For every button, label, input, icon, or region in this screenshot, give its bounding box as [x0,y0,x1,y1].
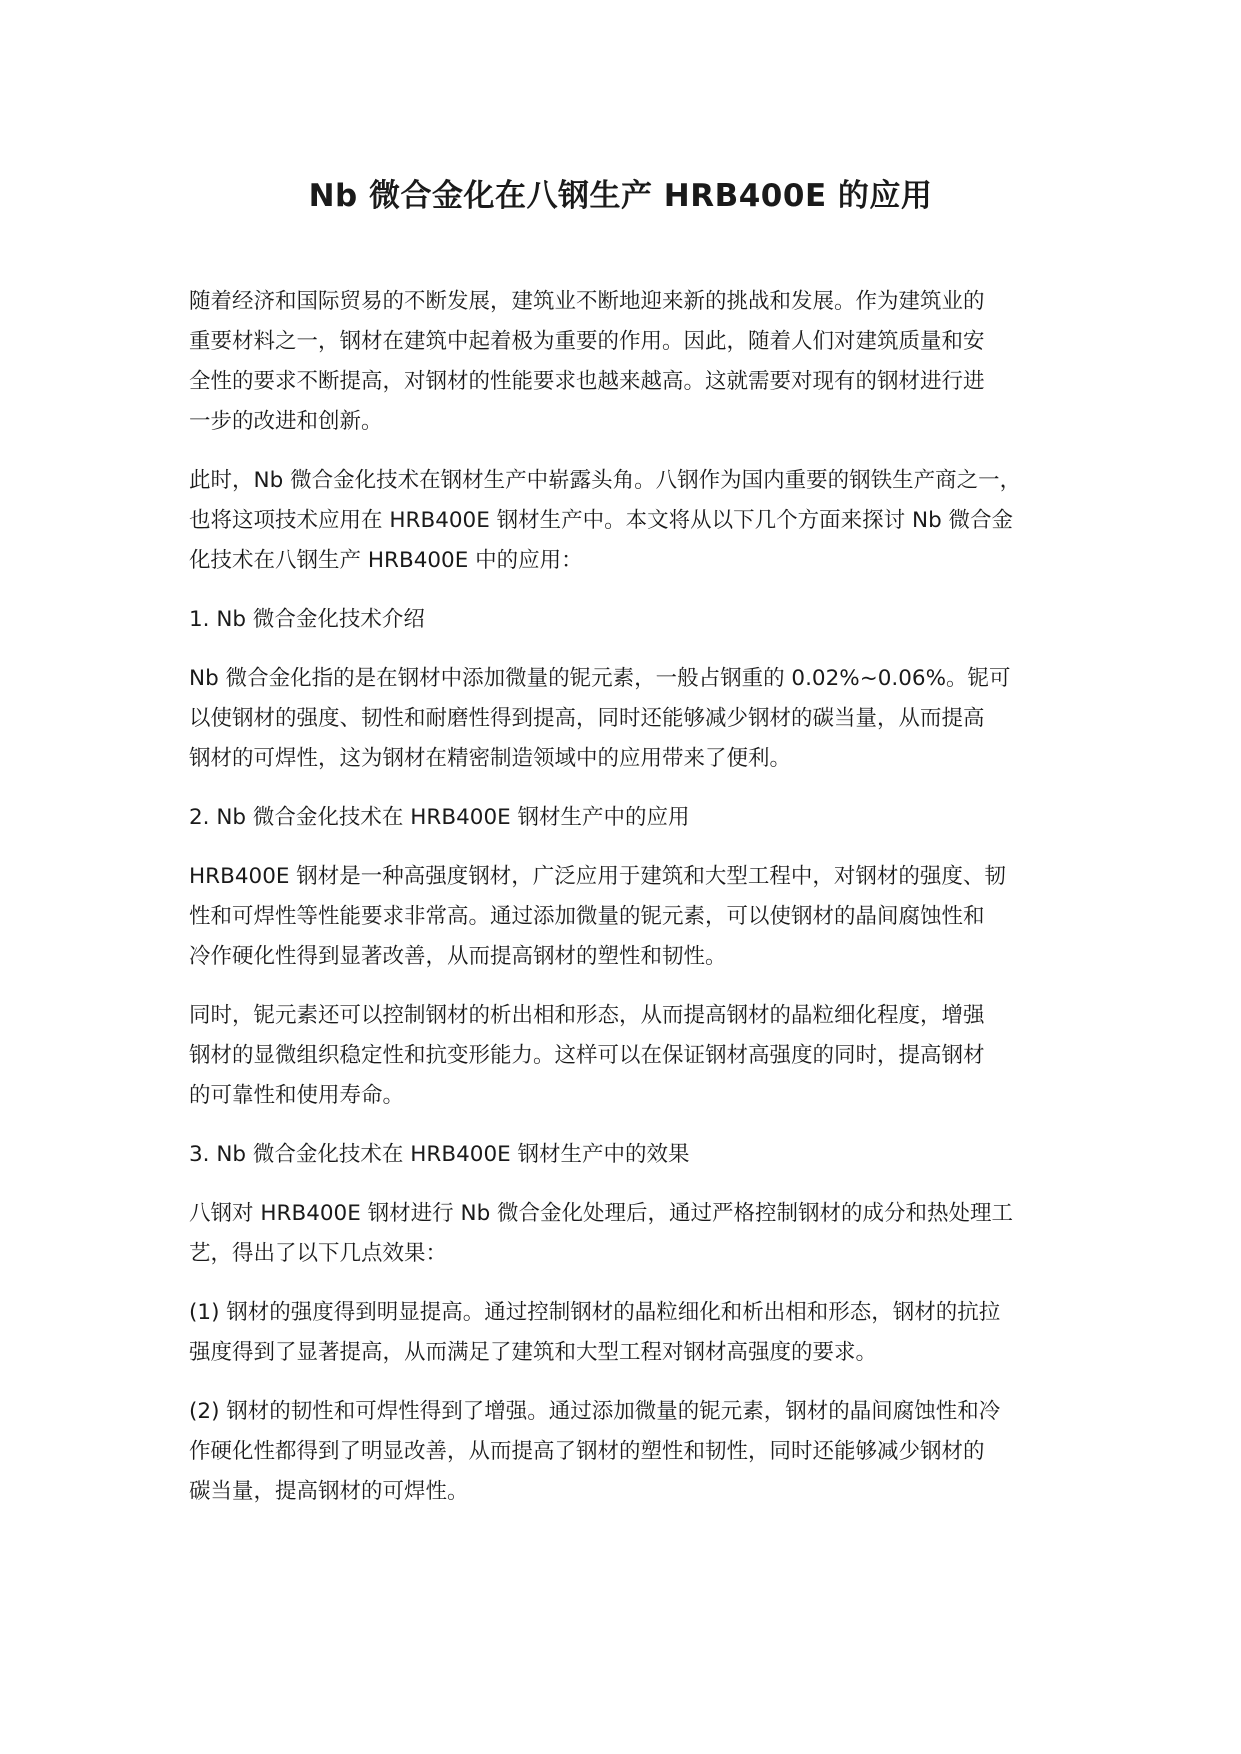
text-line: 碳当量，提高钢材的可焊性。 [189,1479,469,1504]
section-heading-2 [189,798,1069,838]
text-line: 强度得到了显著提高，从而满足了建筑和大型工程对钢材高强度的要求。 [189,1340,878,1365]
text-line: 化技术在八钢生产 HRB400E 中的应用： [189,548,583,573]
text-line: 3. Nb 微合金化技术在 HRB400E 钢材生产中的效果 [189,1142,690,1167]
text-line: HRB400E 钢材是一种高强度钢材，广泛应用于建筑和大型工程中，对钢材的强度、韧 [189,864,1006,889]
text-line: 重要材料之一，钢材在建筑中起着极为重要的作用。因此，随着人们对建筑质量和安 [189,329,985,354]
paragraph-effects-intro [189,1194,1069,1274]
text-line: 八钢对 HRB400E 钢材进行 Nb 微合金化处理后，通过严格控制钢材的成分和热处理工 [189,1201,1014,1226]
text-line: 2. Nb 微合金化技术在 HRB400E 钢材生产中的应用 [189,805,690,830]
section-heading-3 [189,1135,1069,1175]
paragraph-application [189,857,1069,977]
text-line: 也将这项技术应用在 HRB400E 钢材生产中。本文将从以下几个方面来探讨 Nb 微合金 [189,508,1014,533]
text-line: (1) 钢材的强度得到明显提高。通过控制钢材的晶粒细化和析出相和形态，钢材的抗拉 [189,1300,1001,1325]
document-title: Nb 微合金化在八钢生产 HRB400E 的应用 [308,178,933,214]
text-line: 性和可焊性等性能要求非常高。通过添加微量的铌元素，可以使钢材的晶间腐蚀性和 [189,904,985,929]
text-line: 艺，得出了以下几点效果： [189,1241,448,1266]
text-line: 以使钢材的强度、韧性和耐磨性得到提高，同时还能够减少钢材的碳当量，从而提高 [189,706,985,731]
text-line: 1. Nb 微合金化技术介绍 [189,607,425,632]
paragraph-nb-intro [189,659,1069,779]
document-body [189,282,1069,1512]
paragraph-effect-toughness [189,1392,1069,1512]
text-line: 随着经济和国际贸易的不断发展，建筑业不断地迎来新的挑战和发展。作为建筑业的 [189,289,985,314]
text-line: 作硬化性都得到了明显改善，从而提高了钢材的塑性和韧性，同时还能够减少钢材的 [189,1439,985,1464]
paragraph-microstructure [189,996,1069,1116]
text-line: 冷作硬化性得到显著改善，从而提高钢材的塑性和韧性。 [189,944,727,969]
text-line: 的可靠性和使用寿命。 [189,1083,405,1108]
text-line: (2) 钢材的韧性和可焊性得到了增强。通过添加微量的铌元素，钢材的晶间腐蚀性和冷 [189,1399,1001,1424]
paragraph-effect-strength [189,1293,1069,1373]
text-line: 钢材的显微组织稳定性和抗变形能力。这样可以在保证钢材高强度的同时，提高钢材 [189,1043,985,1068]
text-line: Nb 微合金化指的是在钢材中添加微量的铌元素，一般占钢重的 0.02%~0.06%。铌可 [189,666,1011,691]
text-line: 一步的改进和创新。 [189,409,383,434]
paragraph-context [189,461,1069,581]
text-line: 此时，Nb 微合金化技术在钢材生产中崭露头角。八钢作为国内重要的钢铁生产商之一， [189,468,1022,493]
paragraph-intro [189,282,1069,442]
section-heading-1 [189,600,1069,640]
text-line: 全性的要求不断提高，对钢材的性能要求也越来越高。这就需要对现有的钢材进行进 [189,369,985,394]
text-line: 钢材的可焊性，这为钢材在精密制造领域中的应用带来了便利。 [189,746,792,771]
text-line: 同时，铌元素还可以控制钢材的析出相和形态，从而提高钢材的晶粒细化程度，增强 [189,1003,985,1028]
